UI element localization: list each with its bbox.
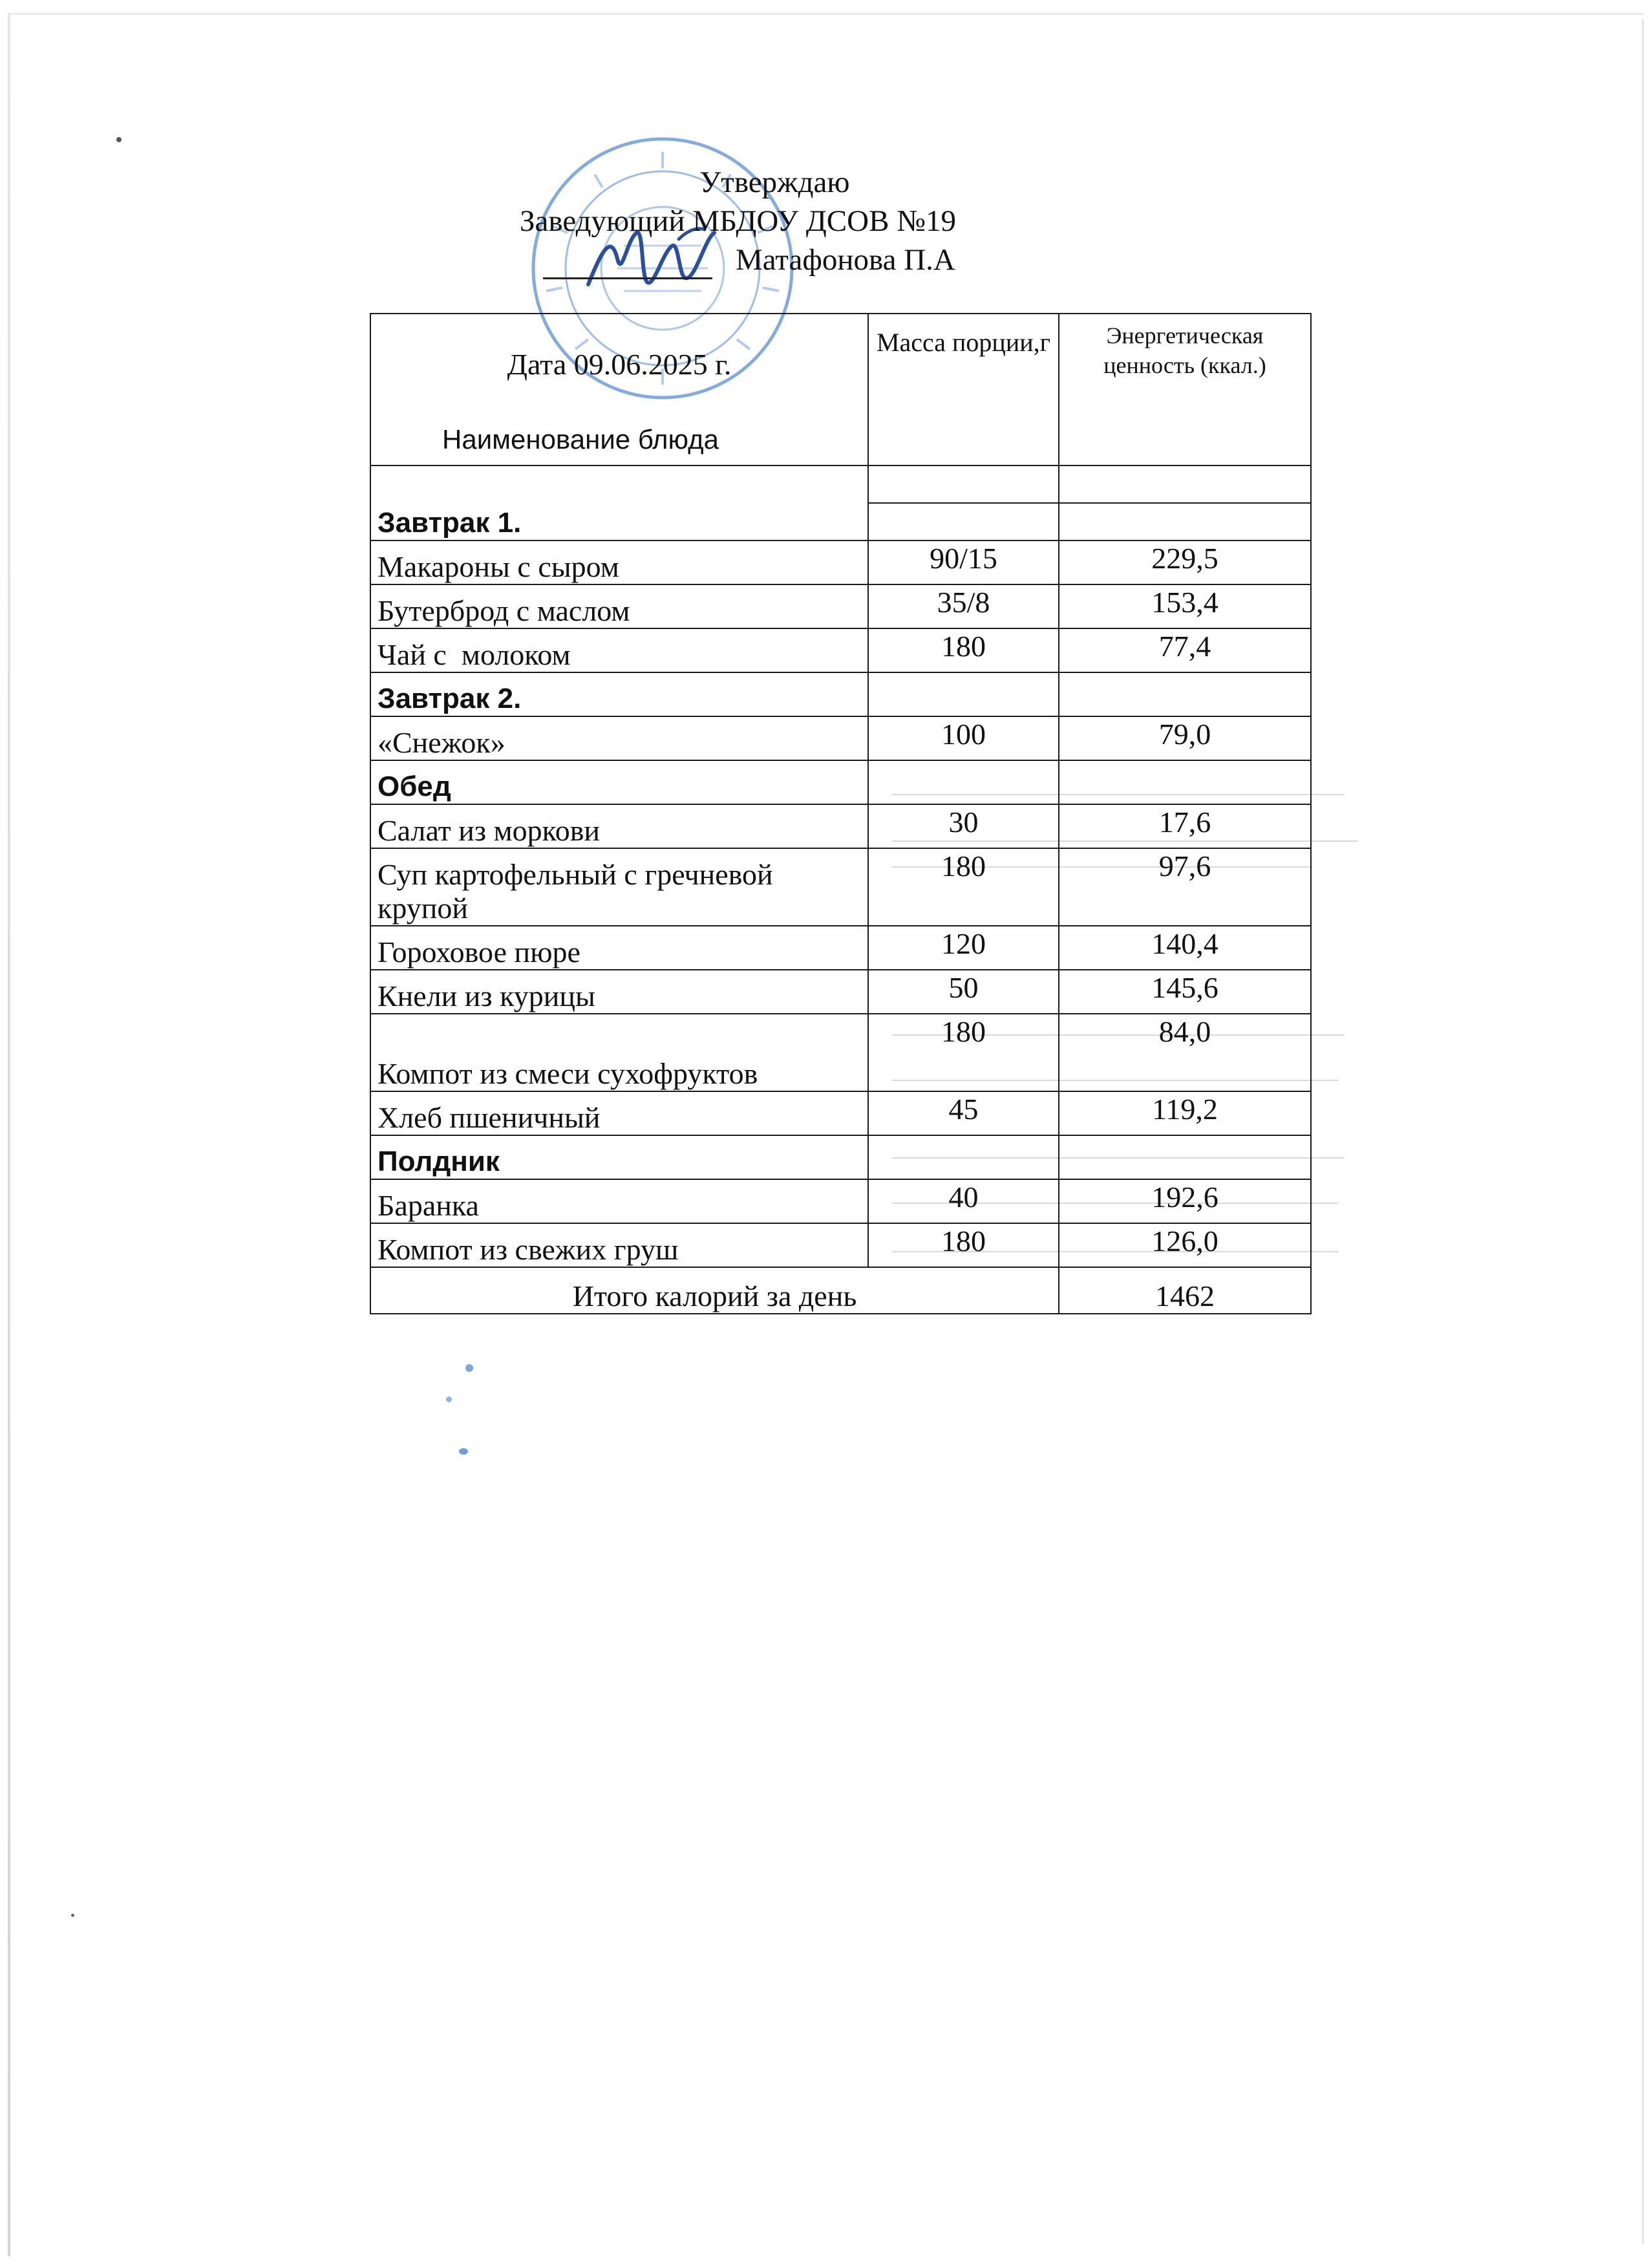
empty-cell: [1059, 465, 1311, 503]
dish-name: Салат из моркови: [370, 804, 868, 848]
approval-signature-row: [478, 241, 1125, 279]
table-row: [370, 584, 1311, 628]
section-title: Обед: [370, 760, 868, 804]
energy-header: Энергетическая ценность (ккал.): [1059, 314, 1311, 465]
dish-mass: 100: [868, 716, 1059, 760]
dish-name: Баранка: [370, 1179, 868, 1223]
approval-position: Заведующий МБДОУ ДСОВ №19: [520, 204, 957, 238]
ink-speck: [71, 1914, 74, 1917]
table-row: [370, 540, 1311, 584]
table-row: [370, 1091, 1311, 1135]
scan-edge-right: [1642, 19, 1644, 2243]
dish-name: Бутерброд с маслом: [370, 584, 868, 628]
dish-energy: 140,4: [1059, 926, 1311, 970]
dish-energy: 17,6: [1059, 804, 1311, 848]
table-row: [370, 926, 1311, 970]
table-row: [370, 1223, 1311, 1267]
empty-cell: [1059, 672, 1311, 716]
dish-mass: 180: [868, 1223, 1059, 1267]
dish-mass: 180: [868, 848, 1059, 926]
total-value: 1462: [1059, 1267, 1311, 1314]
empty-cell: [868, 465, 1059, 503]
section-title: Полдник: [370, 1135, 868, 1179]
empty-cell: [1059, 503, 1311, 540]
table-row: [370, 848, 1311, 926]
section-title: Завтрак 1.: [370, 465, 868, 540]
dish-name: Хлеб пшеничный: [370, 1091, 868, 1135]
dish-mass: 45: [868, 1091, 1059, 1135]
scan-edge-top: [8, 13, 1643, 15]
total-label: Итого калорий за день: [370, 1267, 1059, 1314]
empty-cell: [868, 760, 1059, 804]
dish-mass: 180: [868, 1014, 1059, 1091]
table-row: [370, 628, 1311, 672]
ink-speck: [459, 1448, 468, 1455]
dish-mass: 40: [868, 1179, 1059, 1223]
dish-name: Компот из свежих груш: [370, 1223, 868, 1267]
empty-cell: [868, 1135, 1059, 1179]
ink-speck: [116, 137, 122, 142]
dish-energy: 97,6: [1059, 848, 1311, 926]
empty-cell: [868, 503, 1059, 540]
dish-mass: 120: [868, 926, 1059, 970]
approval-title: Утверждаю: [699, 166, 850, 199]
mass-header: Масса порции,г: [868, 314, 1059, 465]
dish-energy: 192,6: [1059, 1179, 1311, 1223]
dish-mass: 90/15: [868, 540, 1059, 584]
dish-name: Гороховое пюре: [370, 926, 868, 970]
signature-line: [543, 244, 712, 279]
empty-cell: [1059, 760, 1311, 804]
dish-mass: 50: [868, 970, 1059, 1014]
menu-table: [370, 313, 1312, 1314]
dish-energy: 229,5: [1059, 540, 1311, 584]
empty-cell: [1059, 1135, 1311, 1179]
header-row: [370, 314, 1311, 414]
section-row: [370, 1135, 1311, 1179]
dish-name: Чай с молоком: [370, 628, 868, 672]
dish-name: «Снежок»: [370, 716, 868, 760]
section-title: Завтрак 2.: [370, 672, 868, 716]
approval-block: [478, 163, 1125, 279]
dish-mass: 35/8: [868, 584, 1059, 628]
dish-energy: 145,6: [1059, 970, 1311, 1014]
table-row: [370, 1014, 1311, 1091]
table-row: [370, 1179, 1311, 1223]
ink-speck: [446, 1396, 452, 1402]
table-row: [370, 804, 1311, 848]
dish-energy: 77,4: [1059, 628, 1311, 672]
dish-header: Наименование блюда: [370, 414, 868, 465]
table-row: [370, 716, 1311, 760]
dish-energy: 126,0: [1059, 1223, 1311, 1267]
section-row: [370, 760, 1311, 804]
spacer-row: [370, 465, 1311, 503]
empty-cell: [868, 672, 1059, 716]
dish-name: Суп картофельный с гречневой крупой: [370, 848, 868, 926]
section-row: [370, 672, 1311, 716]
dish-mass: 180: [868, 628, 1059, 672]
dish-mass: 30: [868, 804, 1059, 848]
dish-energy: 84,0: [1059, 1014, 1311, 1091]
dish-energy: 153,4: [1059, 584, 1311, 628]
scan-edge-left: [8, 13, 10, 2256]
approver-name: Матафонова П.А: [736, 243, 955, 277]
date-cell: Дата 09.06.2025 г.: [370, 314, 868, 414]
ink-speck: [465, 1364, 473, 1372]
dish-name: Макароны с сыром: [370, 540, 868, 584]
dish-energy: 79,0: [1059, 716, 1311, 760]
dish-name: Компот из смеси сухофруктов: [370, 1014, 868, 1091]
table-row: [370, 970, 1311, 1014]
total-row: [370, 1267, 1311, 1314]
dish-energy: 119,2: [1059, 1091, 1311, 1135]
dish-name: Кнели из курицы: [370, 970, 868, 1014]
